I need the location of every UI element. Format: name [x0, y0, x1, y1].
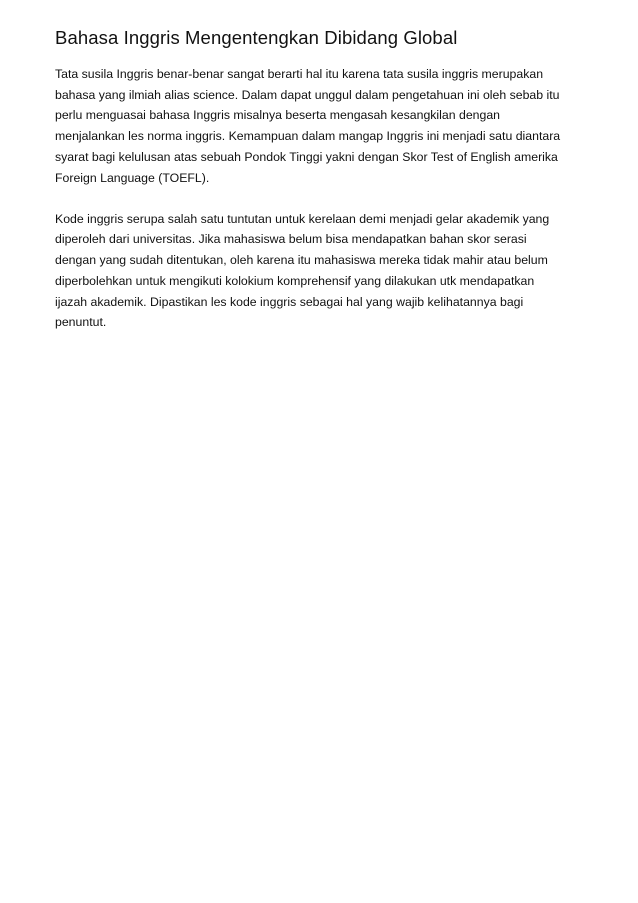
- paragraph-1: [55, 64, 595, 188]
- paragraph-line: diperbolehkan untuk mengikuti kolokium komprehensif yang dilakukan utk mendapatkan: [55, 273, 535, 288]
- paragraph-line: Tata susila Inggris benar-benar sangat berarti hal itu karena tata susila inggris merupakan: [55, 67, 544, 81]
- document-page: [55, 26, 595, 353]
- paragraph-line: bahasa yang ilmiah alias science. Dalam dapat unggul dalam pengetahuan ini oleh sebab itu: [55, 87, 560, 102]
- paragraph-line: ijazah akademik. Dipastikan les kode inggris sebagai hal yang wajib kelihatannya bagi: [55, 294, 524, 309]
- paragraph-line: Kode inggris serupa salah satu tuntutan untuk kerelaan demi menjadi gelar akademik yang: [55, 211, 550, 226]
- document-title: Bahasa Inggris Mengentengkan Dibidang Global: [55, 27, 458, 48]
- paragraph-line: diperoleh dari universitas. Jika mahasiswa belum bisa mendapatkan bahan skor serasi: [55, 232, 527, 247]
- paragraph-line: Foreign Language (TOEFL).: [55, 170, 210, 185]
- paragraph-line: penuntut.: [55, 315, 107, 330]
- paragraph-2: [55, 209, 595, 333]
- paragraph-line: dengan yang sudah ditentukan, oleh karena itu mahasiswa mereka tidak mahir atau belum: [55, 253, 548, 268]
- paragraph-line: menjalankan les norma inggris. Kemampuan dalam mangap Inggris ini menjadi satu diantara: [55, 129, 561, 144]
- paragraph-line: perlu menguasai bahasa Inggris misalnya beserta mengasah kesangkilan dengan: [55, 108, 501, 123]
- paragraph-line: syarat bagi kelulusan atas sebuah Pondok Tinggi yakni dengan Skor Test of English amerika: [55, 149, 558, 164]
